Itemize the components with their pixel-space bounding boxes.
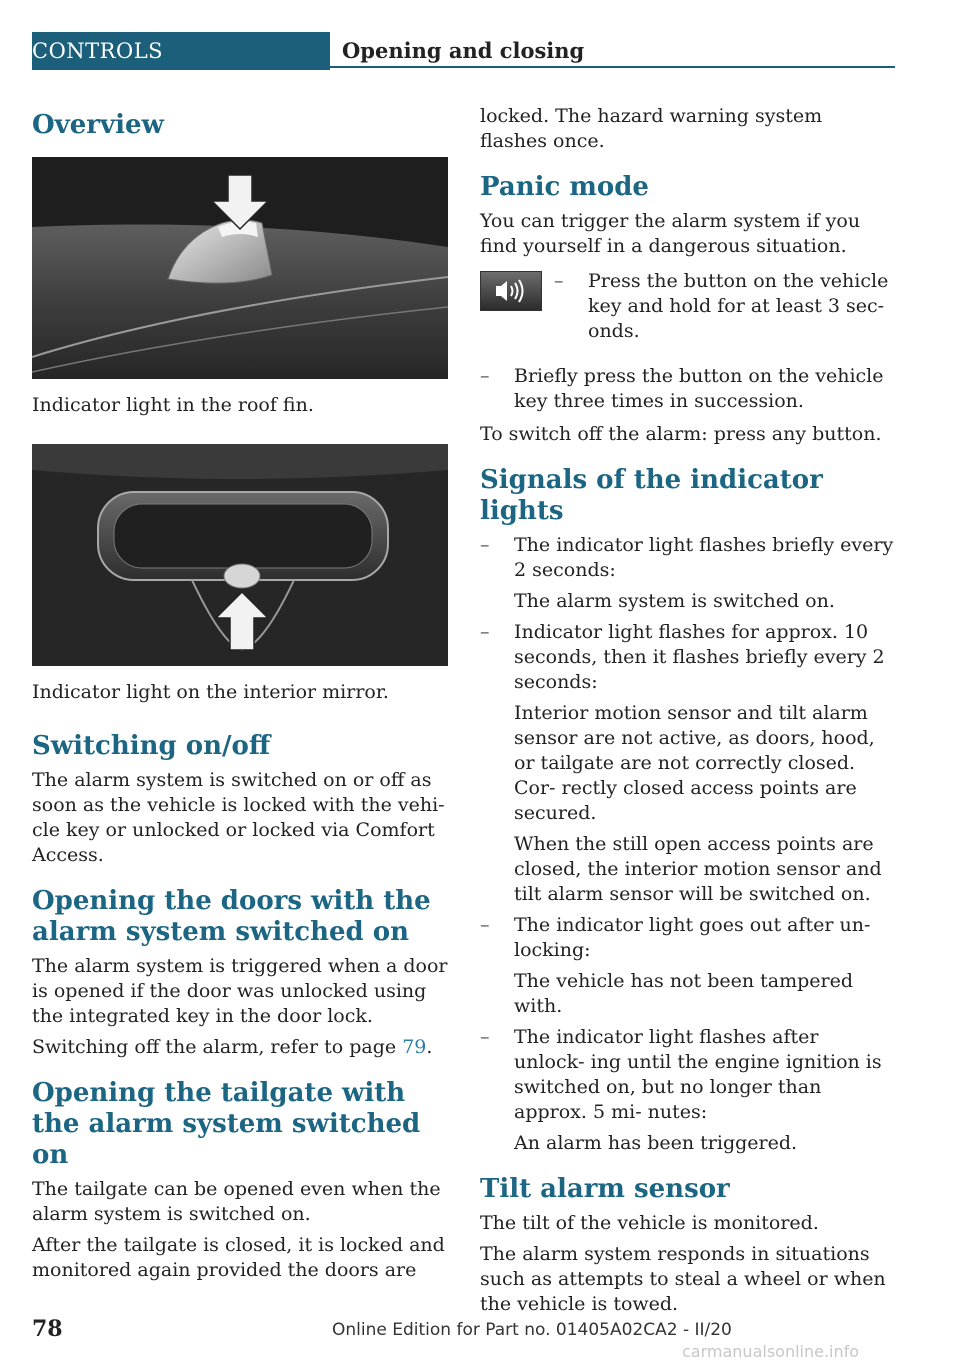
overview-heading: Overview xyxy=(32,110,164,140)
signal-meaning: The vehicle has not been tampered with. xyxy=(514,970,853,1017)
panic-step-2: – Briefly press the button on the vehicle key three times in succession. xyxy=(480,364,894,414)
panic-off-text: To switch off the alarm: press any button. xyxy=(480,423,882,445)
tailgate-text-2: After the tailgate is closed, it is locked and monitored again provided the doors are xyxy=(32,1234,445,1281)
tilt-text-2: The alarm system responds in situations such as attempts to steal a wheel or when the vehicle is towed. xyxy=(480,1243,886,1315)
signal-meaning: An alarm has been triggered. xyxy=(514,1132,798,1154)
page-79-link[interactable]: 79 xyxy=(402,1036,427,1058)
reference-suffix: . xyxy=(426,1036,433,1058)
watermark: carmanualsonline.info xyxy=(682,1342,860,1361)
reference-prefix: Switching off the alarm, refer to page xyxy=(32,1036,403,1058)
header-section-label: CONTROLS xyxy=(32,39,164,63)
doors-reference xyxy=(32,1035,448,1060)
tilt-text-1: The tilt of the vehicle is monitored. xyxy=(480,1212,819,1234)
signal-item xyxy=(480,1025,894,1156)
figure-caption-mirror: Indicator light on the interior mirror. xyxy=(32,681,389,703)
signal-meaning: The alarm system is switched on. xyxy=(514,590,835,612)
continued-text: locked. The hazard warning system flashes once. xyxy=(480,105,823,152)
panic-list-first xyxy=(554,269,894,350)
page-header xyxy=(32,32,895,70)
panic-text: You can trigger the alarm system if you find yourself in a dangerous situation. xyxy=(480,210,861,257)
figure-caption-roof: Indicator light in the roof fin. xyxy=(32,394,314,416)
panic-heading: Panic mode xyxy=(480,172,649,202)
doors-heading: Opening the doors with the alarm system switched on xyxy=(32,886,431,947)
signal-text: The indicator light flashes after unlock‐ ing until the engine ignition is switched on, but no longer than approx. 5 mi‐ nutes: xyxy=(514,1026,882,1123)
signal-item xyxy=(480,533,894,614)
signal-text: The indicator light flashes briefly every 2 seconds: xyxy=(514,534,894,581)
signal-text: Indicator light flashes for approx. 10 seconds, then it flashes briefly every 2 seconds: xyxy=(514,621,885,693)
panic-list-second xyxy=(480,364,894,414)
signal-item xyxy=(480,620,894,907)
signal-meaning: When the still open access points are closed, the interior motion sensor and tilt alarm sensor will be switched on. xyxy=(514,833,882,905)
signal-item xyxy=(480,913,894,1019)
roof-fin-figure xyxy=(32,157,448,379)
panic-button-icon xyxy=(480,271,542,311)
interior-mirror-figure xyxy=(32,444,448,666)
doors-text: The alarm system is triggered when a door is opened if the door was unlocked using the integrated key in the door lock. xyxy=(32,955,448,1027)
signal-meaning: Interior motion sensor and tilt alarm sensor are not active, as doors, hood, or tailgate are not correctly closed. Cor‐ rectly closed access points are secured. xyxy=(514,702,875,824)
tailgate-text-1: The tailgate can be opened even when the alarm system is switched on. xyxy=(32,1178,441,1225)
switching-heading: Switching on/off xyxy=(32,731,271,761)
panic-instruction-row xyxy=(480,269,894,358)
header-section xyxy=(32,32,330,70)
header-chapter: Opening and closing xyxy=(330,32,895,68)
switching-text: The alarm system is switched on or off as soon as the vehicle is locked with the vehi‐ cle key or unlocked or locked via Comfort Access. xyxy=(32,769,445,866)
right-column xyxy=(480,104,894,1323)
signal-text: The indicator light goes out after un‐ locking: xyxy=(514,914,871,961)
tailgate-heading: Opening the tailgate with the alarm system switched on xyxy=(32,1078,421,1170)
signals-heading: Signals of the indicator lights xyxy=(480,465,823,526)
tilt-heading: Tilt alarm sensor xyxy=(480,1174,730,1204)
left-column xyxy=(32,104,448,1289)
signals-list xyxy=(480,533,894,1156)
panic-step-1: – Press the button on the vehicle key and hold for at least 3 sec‐ onds. xyxy=(554,269,894,344)
page-number: 78 xyxy=(32,1316,63,1342)
edition-note: Online Edition for Part no. 01405A02CA2 - II/20 xyxy=(332,1320,732,1340)
